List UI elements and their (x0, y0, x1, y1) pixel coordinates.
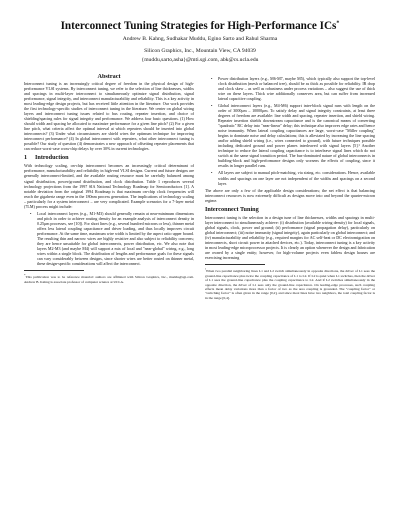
abstract-text: Interconnect tuning is an increasingly critical degree of freedom in the physical design of high-performance VLSI systems. By interconnect tuning, we refer to the selection of line thicknesses, widths and spacings in multi-layer interconnect to simultaneously optimize signal distribution, signal performance, signal integrity, and interconnect manufacturability and reliability. This is a key activity in most leading-edge design projects, but has received little attention in the literature. Our work provides the first technology-specific studies of interconnect tuning in the literature. We center on global wiring layers and interconnect tuning issues related to bus routing, repeater insertion, and choice of shielding/spacing rules for signal integrity and performance. We address four basic questions. (1) How should width and spacing be allocated to maximize performance for a given line pitch? (2) For a given line pitch, what criteria affect the optimal interval at which repeaters should be inserted into global interconnects? (3) Under what circumstances are shield wires the optimum technique for improving interconnect performance? (4) In global interconnect with repeaters, what other interconnect tuning is possible? Our study of question (4) demonstrates a new approach of offsetting repeater placements that can reduce worst-case cross-chip delays by over 30% in current technologies. (24, 80, 194, 152)
paper-title (24, 20, 376, 32)
footnote-right (205, 267, 375, 300)
footnote-text: When two parallel neighboring lines L1 and L2 switch simultaneously in opposite directions, the driver of L1 sees the ground-line capacitance plus twice the coupling capacitance of L1 to L2. If L2 is quiet when L1 switches, then the driver of L1 sees the ground-line capacitance plus the coupling capacitance to L2. And if L2 switches simultaneously in the opposite direction, the driver of L1 sees only the ground-line capacitance. On leading-edge processes, such coupling effects mean delay variations more than a factor of two as the area coupling is grounded. The "coupling factor" or "switching factor" is often given in the range [0,2], and since most lines have two neighbors, the total coupling factor is in the range [0,4]. (205, 269, 375, 300)
footnote-divider (24, 270, 84, 271)
list-item-text: Global interconnect layers (e.g., M4-M6) support inter-block signal runs with length on the order of 3000μm – 10000μm. To satisfy delay and signal integrity constraints, at least three degrees of freedom are available: line width and spacing, repeater insertion, and shield wiring. Repeater insertion shields downstream capacitance and is the canonical means of converting "quadratic" RC delay into "near-linear" delay; this technique also improves edge rates and hence noise immunity. When lateral coupling capacitances are large, worst-case "Miller coupling" begins to dominate noise and delay calculations; this is alleviated by increasing the line spacing and/or adding shield wiring (i.e., wires connected to ground), with future techniques possible including dedicated ground and power planes interleaved with signal layers [5].¹ Another technique to reduce the lateral coupling capacitance is to interleave signal lines which do not switch at the same signal transition period. The bus-dominated nature of global interconnects in building-block and high-performance designs only worsens the effects of coupling, since it results in longer parallel runs. (218, 102, 375, 169)
two-column-body (24, 74, 376, 301)
section-heading-interconnect-tuning: Interconnect Tuning (205, 205, 259, 213)
list-item (211, 170, 375, 186)
list-item (30, 210, 194, 267)
left-column (24, 74, 194, 301)
bullet-icon: • (30, 210, 32, 216)
intro-bullet-list (24, 211, 194, 267)
section-number: 1 (24, 154, 28, 162)
list-item (211, 75, 375, 101)
title-footnote-mark: * (336, 20, 340, 27)
intro-paragraph: With technology scaling, on-chip interconnect becomes an increasingly critical determinant of performance, manufacturability and reliability in high-end VLSI designs. Current and future designs are generally interconnect-limited, and the available routing resource must be carefully balanced among signal distribution, power/ground distribution, and clock distribution. Table 1 reproduces several technology projections from the 1997 SIA National Technology Roadmap for Semiconductors [1]. A notable deviation from the original 1994 Roadmap is that maximum on-chip clock frequencies will reach the gigahertz range even in the 180nm process generation. The implications of technology scaling – particularly for a system interconnect – are very complicated. Example scenarios for a 7-layer metal (7LM) process might include: (24, 163, 194, 209)
section-title: Introduction (35, 154, 69, 162)
bullet-icon: • (211, 75, 213, 81)
paper-title-text: Interconnect Tuning Strategies for High-Performance ICs (60, 20, 337, 32)
list-item-text: Local interconnect layers (e.g., M1-M3) should generally remain at near-minimum dimensions and pitch in order to achieve routing density for an example analysis of interconnect density in 0.25μm processes, see [10]). For short lines (e.g., several hundred microns or less), thinner metal offers less lateral coupling capacitance and driver loading, and thus locally improves circuit performance. At the same time, maximum wire width is limited by the aspect ratio upper bound. The resulting thin and narrow wires are highly resistive and also subject to reliability concerns; they are hence unsuitable for global interconnects, power distribution, etc. We also note that layers M2-M3 (and maybe M4) will support a mix of local and "near-global" wiring, e.g., long wires within a single block. The distribution of lengths and performance goals for these signals can vary considerably between designs, since shorter wires are better routed on thinner metal, these design-specific considerations will affect the interconnect. (37, 210, 194, 267)
tuning-paragraph: Interconnect tuning is the selection in a design tune of line thicknesses, widths and spacings in multi-layer interconnect to simultaneously achieve: (i) distribution (available wiring density) for local signals, global signals, clock, power and ground; (ii) performance (signal propagation delay), particularly on global interconnect; (iii) noise immunity (signal integrity), again particularly on global interconnect; and (iv) manufacturability and reliability (e.g., required margins for AC self-heat or DC electromigration on interconnects, short circuit power in attached devices, etc.). Today, interconnect tuning is a key activity in most leading-edge microprocessor projects. It is clearly an option whenever the design and fabrication are owned by a single entity; however, for high-volume projects even fabless design houses are exercising increasing (205, 214, 375, 261)
author-emails: {muddu,sarto,asha}@mti.sgi.com, abk@cs.ucla.edu (141, 57, 259, 64)
list-item-text: Power distribution layers (e.g., M6-M7, maybe M5), which typically also support the top-level clock distribution (mesh or balanced tree), should be as thick as possible for reliability. IR drop and clock skew – as well as robustness under process variations – also suggest the use of thick wire on these layers. Thick wire additionally conserves area, but can suffer from increased lateral capacitive coupling. (218, 75, 375, 101)
abstract-heading: Abstract (97, 73, 121, 80)
bullet-icon: • (211, 102, 213, 108)
section-heading-introduction (24, 155, 194, 160)
footnote-mark: * (24, 273, 26, 278)
author-list: Andrew B. Kahng, Sudhakar Muddu, Egino Sarto and Rahul Sharma (122, 36, 278, 42)
list-item-text: All layers are subject to manual pitch-matching, via sizing, etc. considerations. Hence, available widths and spacings on one layer are not independent of the widths and spacings on a second layer. (218, 170, 375, 186)
footnote-text: This publication was to be reference material: authors are affiliated with Silicon Graphics, Inc., muddu@sgi.com. Andrew B. Kahng is associate professor of computer science at UCLA. (24, 275, 194, 284)
bullet-icon: • (211, 170, 213, 176)
right-bullet-list (205, 76, 375, 186)
affiliation: Silicon Graphics, Inc., Mountain View, CA 94039 (144, 48, 256, 55)
list-item (211, 102, 375, 169)
right-column (205, 74, 375, 301)
footnote-mark: ¹ (205, 267, 206, 272)
summary-paragraph: The above are only a few of the applicable design considerations; the net effect is that balancing interconnect resources is now extremely difficult as designs move into and beyond the quarter-micron regime. (205, 187, 375, 203)
footnote-left (24, 273, 194, 284)
footnote-divider (205, 264, 265, 265)
